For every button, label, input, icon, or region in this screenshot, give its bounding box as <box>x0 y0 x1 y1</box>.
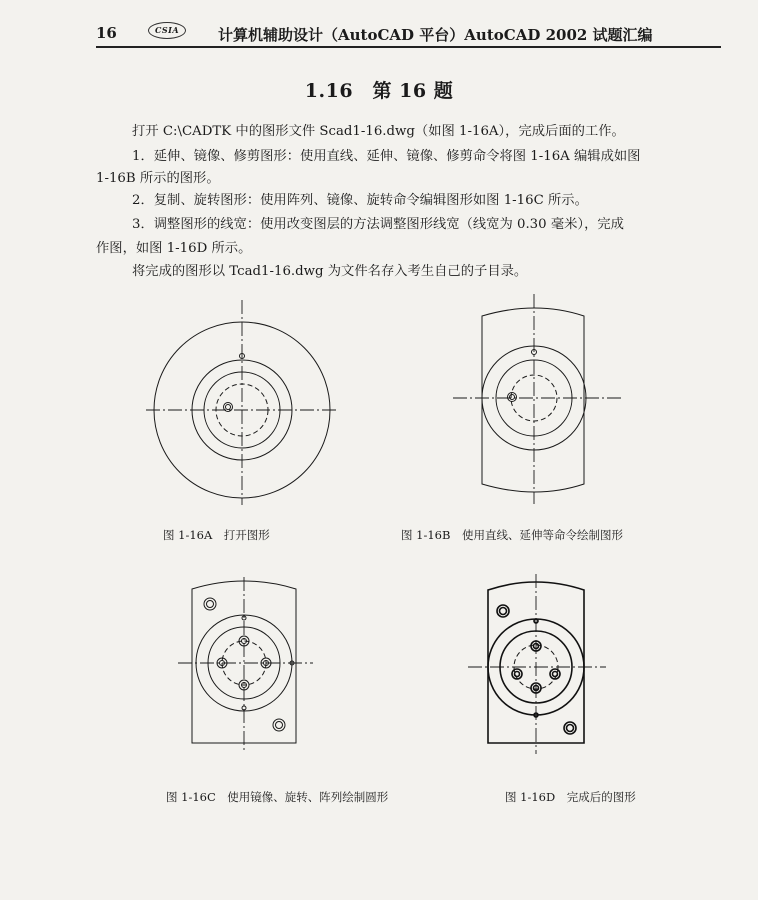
section-title: 1.16 第 16 题 <box>304 80 454 102</box>
page-number: 16 <box>96 24 117 42</box>
mount-hole-top-left <box>497 605 509 617</box>
paragraph-intro: 打开 C:\CADTK 中的图形文件 Scad1-16.dwg（如图 1-16A），完成后面的工作。 <box>132 124 625 139</box>
figure-1-16b-drawing <box>428 292 633 505</box>
paragraph-task-2: 2．复制、旋转图形：使用阵列、镜像、旋转命令编辑图形如图 1-16C 所示。 <box>132 193 588 208</box>
page-header <box>96 20 721 48</box>
mount-hole-top-left <box>204 598 216 610</box>
bolt-hole-outer <box>224 403 233 412</box>
bolt-hole-outer <box>508 393 517 402</box>
bolt-hole-inner <box>510 395 515 400</box>
paragraph-task-3-cont: 作图，如图 1-16D 所示。 <box>96 241 252 256</box>
bolt-hole-inner <box>226 405 231 410</box>
mount-hole-bottom-right <box>564 722 576 734</box>
paragraph-task-3: 3．调整图形的线宽：使用改变图层的方法调整图形线宽（线宽为 0.30 毫米），完成 <box>132 217 624 232</box>
mount-hole-bottom-right <box>273 719 285 731</box>
caption-1-16a: 图 1-16A 打开图形 <box>163 528 270 542</box>
paragraph-save: 将完成的图形以 Tcad1-16.dwg 为文件名存入考生自己的子目录。 <box>132 264 528 279</box>
figure-1-16c-drawing <box>168 575 318 755</box>
figure-1-16a-drawing <box>140 295 345 505</box>
caption-1-16d: 图 1-16D 完成后的图形 <box>505 790 636 804</box>
publisher-logo: CSIA <box>148 22 186 39</box>
caption-1-16c: 图 1-16C 使用镜像、旋转、阵列绘制圆形 <box>166 790 389 804</box>
paragraph-task-1: 1．延伸、镜像、修剪图形：使用直线、延伸、镜像、修剪命令将图 1-16A 编辑成如图 <box>132 149 641 164</box>
figure-1-16d-drawing <box>462 570 612 755</box>
paragraph-task-1-cont: 1-16B 所示的图形。 <box>96 171 220 186</box>
caption-1-16b: 图 1-16B 使用直线、延伸等命令绘制图形 <box>401 528 623 542</box>
outer-profile <box>482 308 584 492</box>
header-title: 计算机辅助设计（AutoCAD 平台）AutoCAD 2002 试题汇编 <box>218 26 653 44</box>
